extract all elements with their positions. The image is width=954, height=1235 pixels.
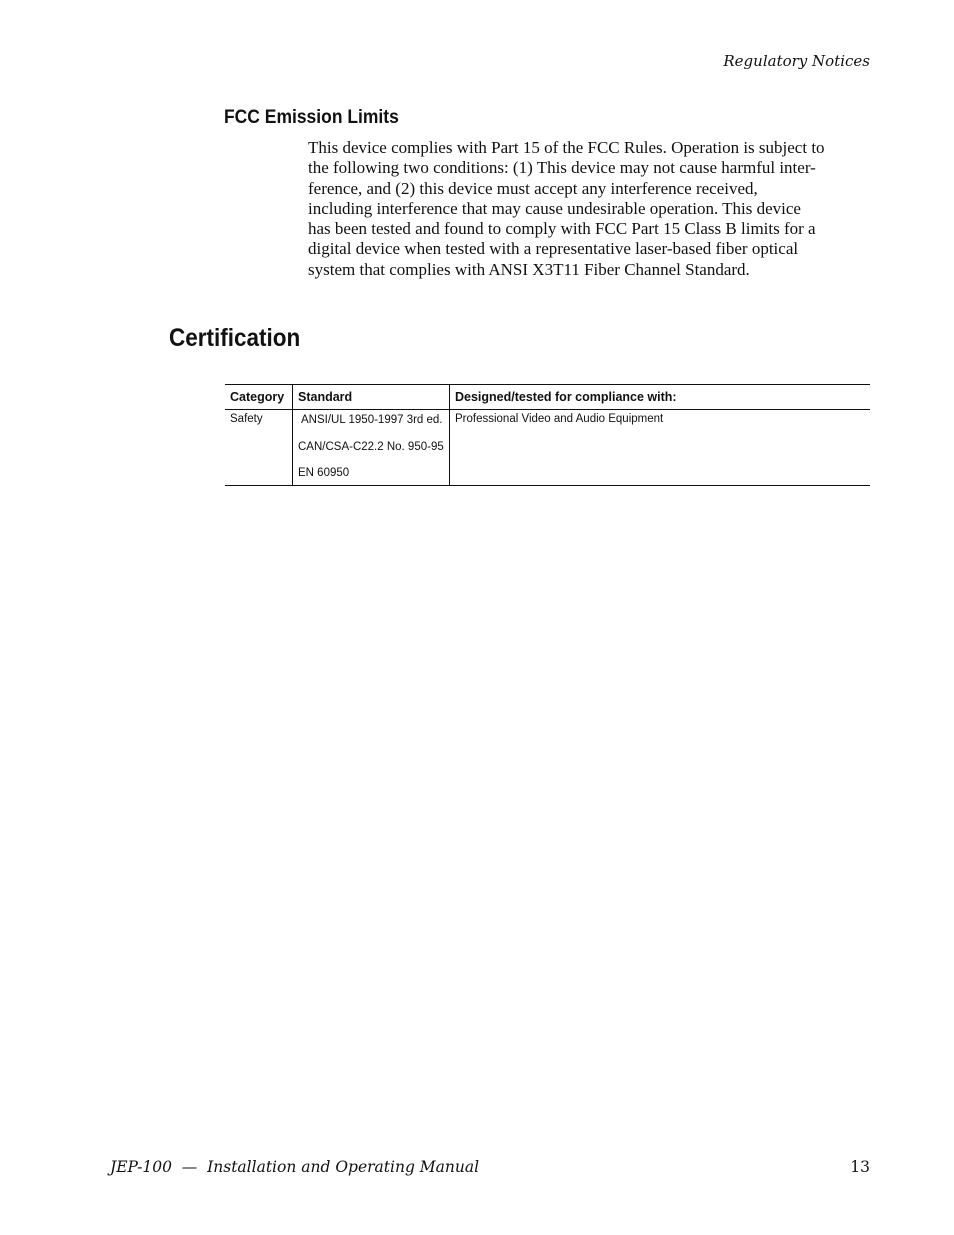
certification-table [225, 384, 870, 486]
paragraph-line: This device complies with Part 15 of the FCC Rules. Operation is subject to [308, 138, 825, 157]
paragraph-line: digital device when tested with a representative laser-based fiber optical [308, 239, 799, 259]
table-row [225, 410, 870, 486]
paragraph-line: ference, and (2) this device must accept any interference received, [308, 178, 758, 198]
paragraph-line: including interference that may cause undesirable operation. This device [308, 198, 801, 218]
footer-manual-title: JEP-100 — Installation and Operating Manual [110, 1158, 480, 1176]
standard-item: ANSI/UL 1950-1997 3rd ed. [301, 414, 443, 426]
paragraph-line: has been tested and found to comply with FCC Part 15 Class B limits for a [308, 219, 816, 239]
fcc-paragraph [308, 138, 874, 280]
cell-compliance: Professional Video and Audio Equipment [450, 410, 871, 486]
standard-item: EN 60950 [298, 467, 350, 479]
running-header: Regulatory Notices [723, 52, 870, 70]
standard-item: CAN/CSA-C22.2 No. 950-95 [298, 440, 444, 453]
cell-standards [293, 410, 450, 486]
column-header-compliance: Designed/tested for compliance with: [450, 385, 871, 410]
page-number: 13 [850, 1158, 870, 1176]
column-header-standard: Standard [293, 385, 450, 410]
paragraph-line: system that complies with ANSI X3T11 Fiber Channel Standard. [308, 259, 750, 279]
cell-category: Safety [225, 410, 293, 486]
table-header-row [225, 385, 870, 410]
column-header-category: Category [225, 385, 293, 410]
certification-heading: Certification [169, 324, 301, 352]
fcc-heading: FCC Emission Limits [224, 107, 399, 128]
paragraph-line: the following two conditions: (1) This device may not cause harmful inter- [308, 158, 816, 178]
